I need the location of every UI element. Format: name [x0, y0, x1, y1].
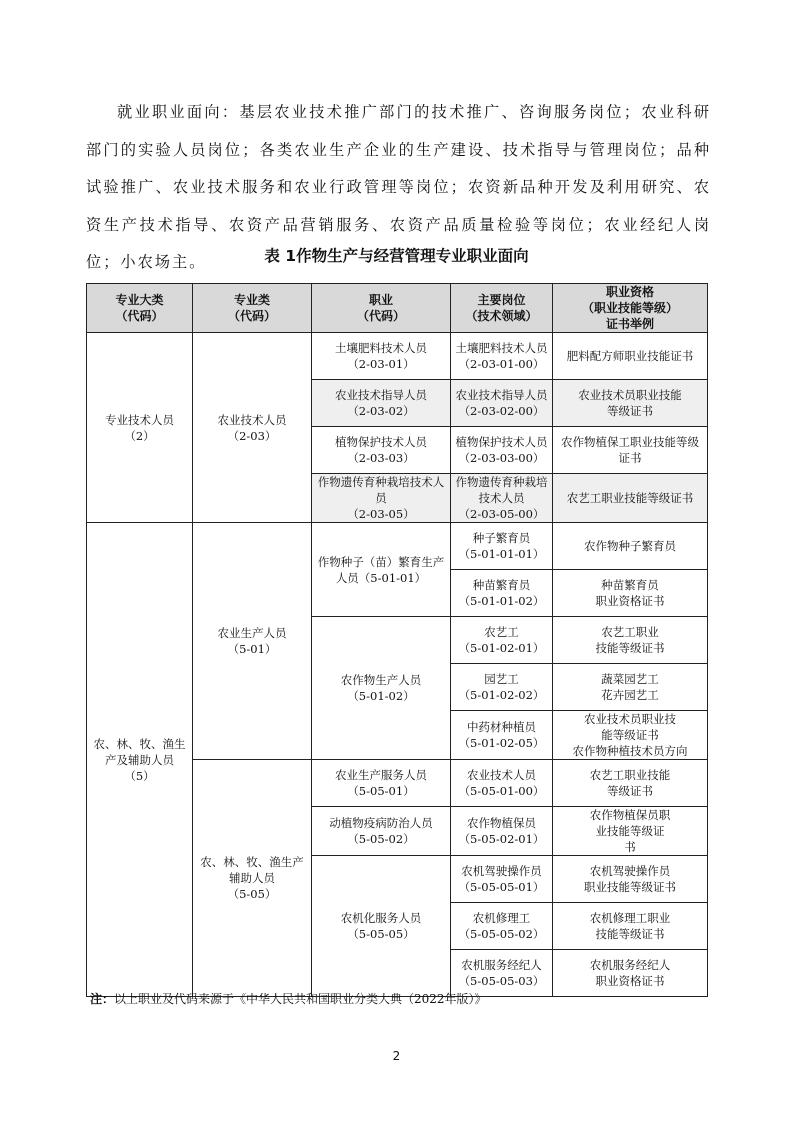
cell-line: 员	[375, 491, 387, 505]
cell-line: 农业技术人员	[217, 412, 287, 427]
occupation-cell	[312, 856, 451, 997]
cell-line: （2）	[124, 428, 155, 443]
cell-line: 职业资格证书	[595, 974, 665, 988]
group-cell	[87, 333, 193, 523]
header-occupation	[312, 284, 451, 333]
cell-line: 农业技术员职业技	[584, 712, 676, 726]
cert-cell	[553, 903, 708, 950]
cell-line: 辅助人员	[229, 871, 275, 885]
cell-line: 专业类	[233, 293, 270, 307]
cell-line: 种子繁育员	[472, 531, 531, 545]
cert-cell	[553, 380, 708, 427]
occupation-cell	[312, 523, 451, 617]
cert-cell	[553, 333, 708, 380]
cell-line: 主要岗位	[477, 293, 526, 307]
post-cell	[451, 570, 553, 617]
cert-cell	[553, 664, 708, 711]
cell-line: （2-03）	[227, 428, 277, 443]
cell-line: （5-01-02-05）	[458, 736, 545, 750]
cell-line: （2-03-01）	[347, 357, 415, 371]
page-number: 2	[392, 1049, 401, 1063]
cell-line: 农、林、牧、渔生产	[200, 855, 304, 869]
cell-line: 动植物疫病防治人员	[329, 816, 433, 830]
cell-line: 专业大类	[115, 293, 164, 307]
cell-line: 农艺工职业技能等级证书	[566, 491, 694, 505]
post-cell	[451, 856, 553, 903]
cert-cell	[553, 711, 708, 760]
cell-line: 农机修理工	[472, 911, 531, 925]
cert-cell	[553, 523, 708, 570]
cell-line: 技能等级证书	[595, 927, 665, 941]
cell-line: 书	[624, 840, 636, 854]
cell-line: 作物种子（苗）繁育生产	[317, 554, 445, 569]
occupation-cell	[312, 427, 451, 474]
cell-line: 职业	[368, 293, 393, 307]
cell-line: （5-05-05-01）	[458, 880, 545, 894]
cell-line: 农作物种植技术员方向	[572, 744, 688, 758]
cell-line: 技能等级证书	[595, 641, 665, 655]
cell-line: （5-05-05）	[347, 927, 415, 941]
cell-line: （5-01-02-02）	[458, 688, 545, 702]
cell-line: （代码）	[356, 309, 405, 323]
class-cell	[193, 333, 312, 523]
table-row	[87, 523, 708, 570]
cell-line: （5-05-05-02）	[458, 927, 545, 941]
group-cell	[87, 523, 193, 997]
cell-line: 农艺工	[484, 625, 519, 639]
cell-line: （2-03-01-00）	[458, 357, 545, 371]
cell-line: 中药材种植员	[467, 720, 536, 734]
cell-line: 技术人员	[478, 491, 525, 505]
cell-line: 植物保护技术人员	[455, 435, 548, 449]
cell-line: 植物保护技术人员	[335, 435, 427, 449]
cell-line: 农机化服务人员	[340, 911, 422, 925]
header-main-post	[451, 284, 553, 333]
cell-line: （技术领域）	[465, 309, 538, 323]
cell-line: （2-03-02-00）	[458, 404, 545, 418]
cell-line: 花卉园艺工	[601, 688, 659, 702]
table-header-row	[87, 284, 708, 333]
cell-line: 等级证书	[607, 404, 653, 418]
cell-line: 农作物生产人员	[340, 673, 422, 687]
occupation-cell	[312, 617, 451, 760]
class-cell	[193, 760, 312, 997]
cell-line: 农作物种子繁育员	[584, 539, 676, 553]
cert-cell	[553, 760, 708, 807]
class-cell	[193, 523, 312, 760]
cell-line: 专业技术人员	[105, 412, 174, 427]
cell-line: 农作物植保工职业技能等级	[561, 435, 699, 449]
occupation-table	[86, 283, 708, 997]
table-caption: 表 1作物生产与经营管理专业职业面向	[264, 247, 529, 265]
cell-line: 证书举例	[605, 317, 654, 331]
cell-line: 肥料配方师职业技能证书	[566, 349, 694, 363]
post-cell	[451, 427, 553, 474]
cell-line: （2-03-02）	[347, 404, 415, 418]
cell-line: 等级证书	[607, 784, 653, 798]
post-cell	[451, 664, 553, 711]
table-note	[90, 990, 487, 1007]
cell-line: 农作物植保员职	[589, 808, 671, 822]
post-cell	[451, 617, 553, 664]
cell-line: 能等级证书	[601, 728, 659, 742]
cell-line: （5-05-01-00）	[458, 784, 545, 798]
cell-line: （5-01-02-01）	[458, 641, 545, 655]
cell-line: （5-05-05-03）	[458, 974, 545, 988]
cell-line: 产及辅助人员	[105, 752, 174, 767]
cell-line: （5-01）	[227, 642, 277, 656]
post-cell	[451, 333, 553, 380]
cell-line: 农作物植保员	[467, 816, 536, 830]
cell-line: （5-01-02）	[347, 689, 415, 703]
cert-cell	[553, 856, 708, 903]
cell-line: 蔬菜园艺工	[601, 672, 659, 686]
cell-line: （职业技能等级）	[581, 301, 678, 315]
cell-line: 农机服务经纪人	[589, 958, 671, 972]
cert-cell	[553, 474, 708, 523]
cell-line: 职业技能等级证书	[584, 880, 676, 894]
cell-line: （代码）	[115, 309, 164, 323]
cell-line: 人员（5-01-01）	[335, 570, 427, 585]
cert-cell	[553, 617, 708, 664]
cell-line: （5-01-01-01）	[458, 547, 545, 561]
cell-line: 农机服务经纪人	[461, 958, 542, 972]
post-cell	[451, 474, 553, 523]
cert-cell	[553, 570, 708, 617]
cell-line: 农业技术指导人员	[335, 388, 427, 402]
cell-line: （5-05-02）	[347, 832, 415, 846]
cell-line: （2-03-03-00）	[458, 451, 545, 465]
cell-line: 农机修理工职业	[589, 911, 671, 925]
cell-line: 农业生产人员	[217, 626, 287, 640]
cell-line: 土壤肥料技术人员	[455, 341, 548, 355]
post-cell	[451, 523, 553, 570]
cell-line: 业技能等级证	[595, 824, 665, 838]
cell-line: 农、林、牧、渔生	[93, 736, 186, 751]
occupation-cell	[312, 333, 451, 380]
cert-cell	[553, 427, 708, 474]
intro-paragraph: 就业职业面向：基层农业技术推广部门的技术推广、咨询服务岗位；农业科研部门的实验人员岗位；各类农业生产企业的生产建设、技术指导与管理岗位；品种试验推广、农业技术服务和农业行政管理等岗位；农资新品种开发及利用研究、农资生产技术指导、农资产品营销服务、农资产品质量检验等岗位；农业经纪人岗位；小农场主。	[86, 103, 711, 271]
cell-line: 种苗繁育员	[472, 578, 531, 592]
cell-line: 农业技术员职业技能	[578, 388, 682, 402]
header-major-category	[87, 284, 193, 333]
cell-line: 土壤肥料技术人员	[335, 341, 427, 355]
cell-line: （代码）	[227, 309, 276, 323]
post-cell	[451, 711, 553, 760]
note-text: 以上职业及代码来源于《中华人民共和国职业分类大典（2022年版）》	[114, 992, 487, 1006]
occupation-cell	[312, 380, 451, 427]
cell-line: 作物遗传育种栽培	[455, 475, 548, 489]
cell-line: 农业技术指导人员	[455, 388, 548, 402]
occupation-cell	[312, 474, 451, 523]
post-cell	[451, 807, 553, 856]
cell-line: 农艺工职业	[601, 625, 659, 639]
cell-line: （2-03-05）	[347, 507, 415, 521]
cell-line: （5-05-01）	[347, 784, 415, 798]
cell-line: （5-01-01-02）	[458, 594, 545, 608]
cert-cell	[553, 950, 708, 997]
post-cell	[451, 903, 553, 950]
cert-cell	[553, 807, 708, 856]
cell-line: （5-05）	[227, 887, 277, 901]
occupation-cell	[312, 807, 451, 856]
note-label: 注：	[90, 992, 115, 1006]
post-cell	[451, 760, 553, 807]
cell-line: 农机驾驶操作员	[589, 864, 671, 878]
post-cell	[451, 380, 553, 427]
cell-line: 农艺工职业技能	[589, 768, 671, 782]
cell-line: 农业生产服务人员	[335, 768, 427, 782]
cell-line: 职业资格	[605, 285, 654, 299]
occupation-cell	[312, 760, 451, 807]
cell-line: 园艺工	[484, 672, 519, 686]
header-certificate	[553, 284, 708, 333]
cell-line: 农业技术人员	[467, 768, 536, 782]
cell-line: 证书	[618, 451, 642, 465]
cell-line: （2-03-03）	[347, 451, 415, 465]
table-row	[87, 333, 708, 380]
header-major-class	[193, 284, 312, 333]
cell-line: 农机驾驶操作员	[461, 864, 542, 878]
cell-line: （2-03-05-00）	[458, 507, 545, 521]
cell-line: 作物遗传育种栽培技术人	[317, 475, 445, 489]
cell-line: 职业资格证书	[595, 594, 665, 608]
cell-line: （5-05-02-01）	[458, 832, 545, 846]
cell-line: 种苗繁育员	[601, 578, 659, 592]
cell-line: （5）	[124, 768, 155, 783]
